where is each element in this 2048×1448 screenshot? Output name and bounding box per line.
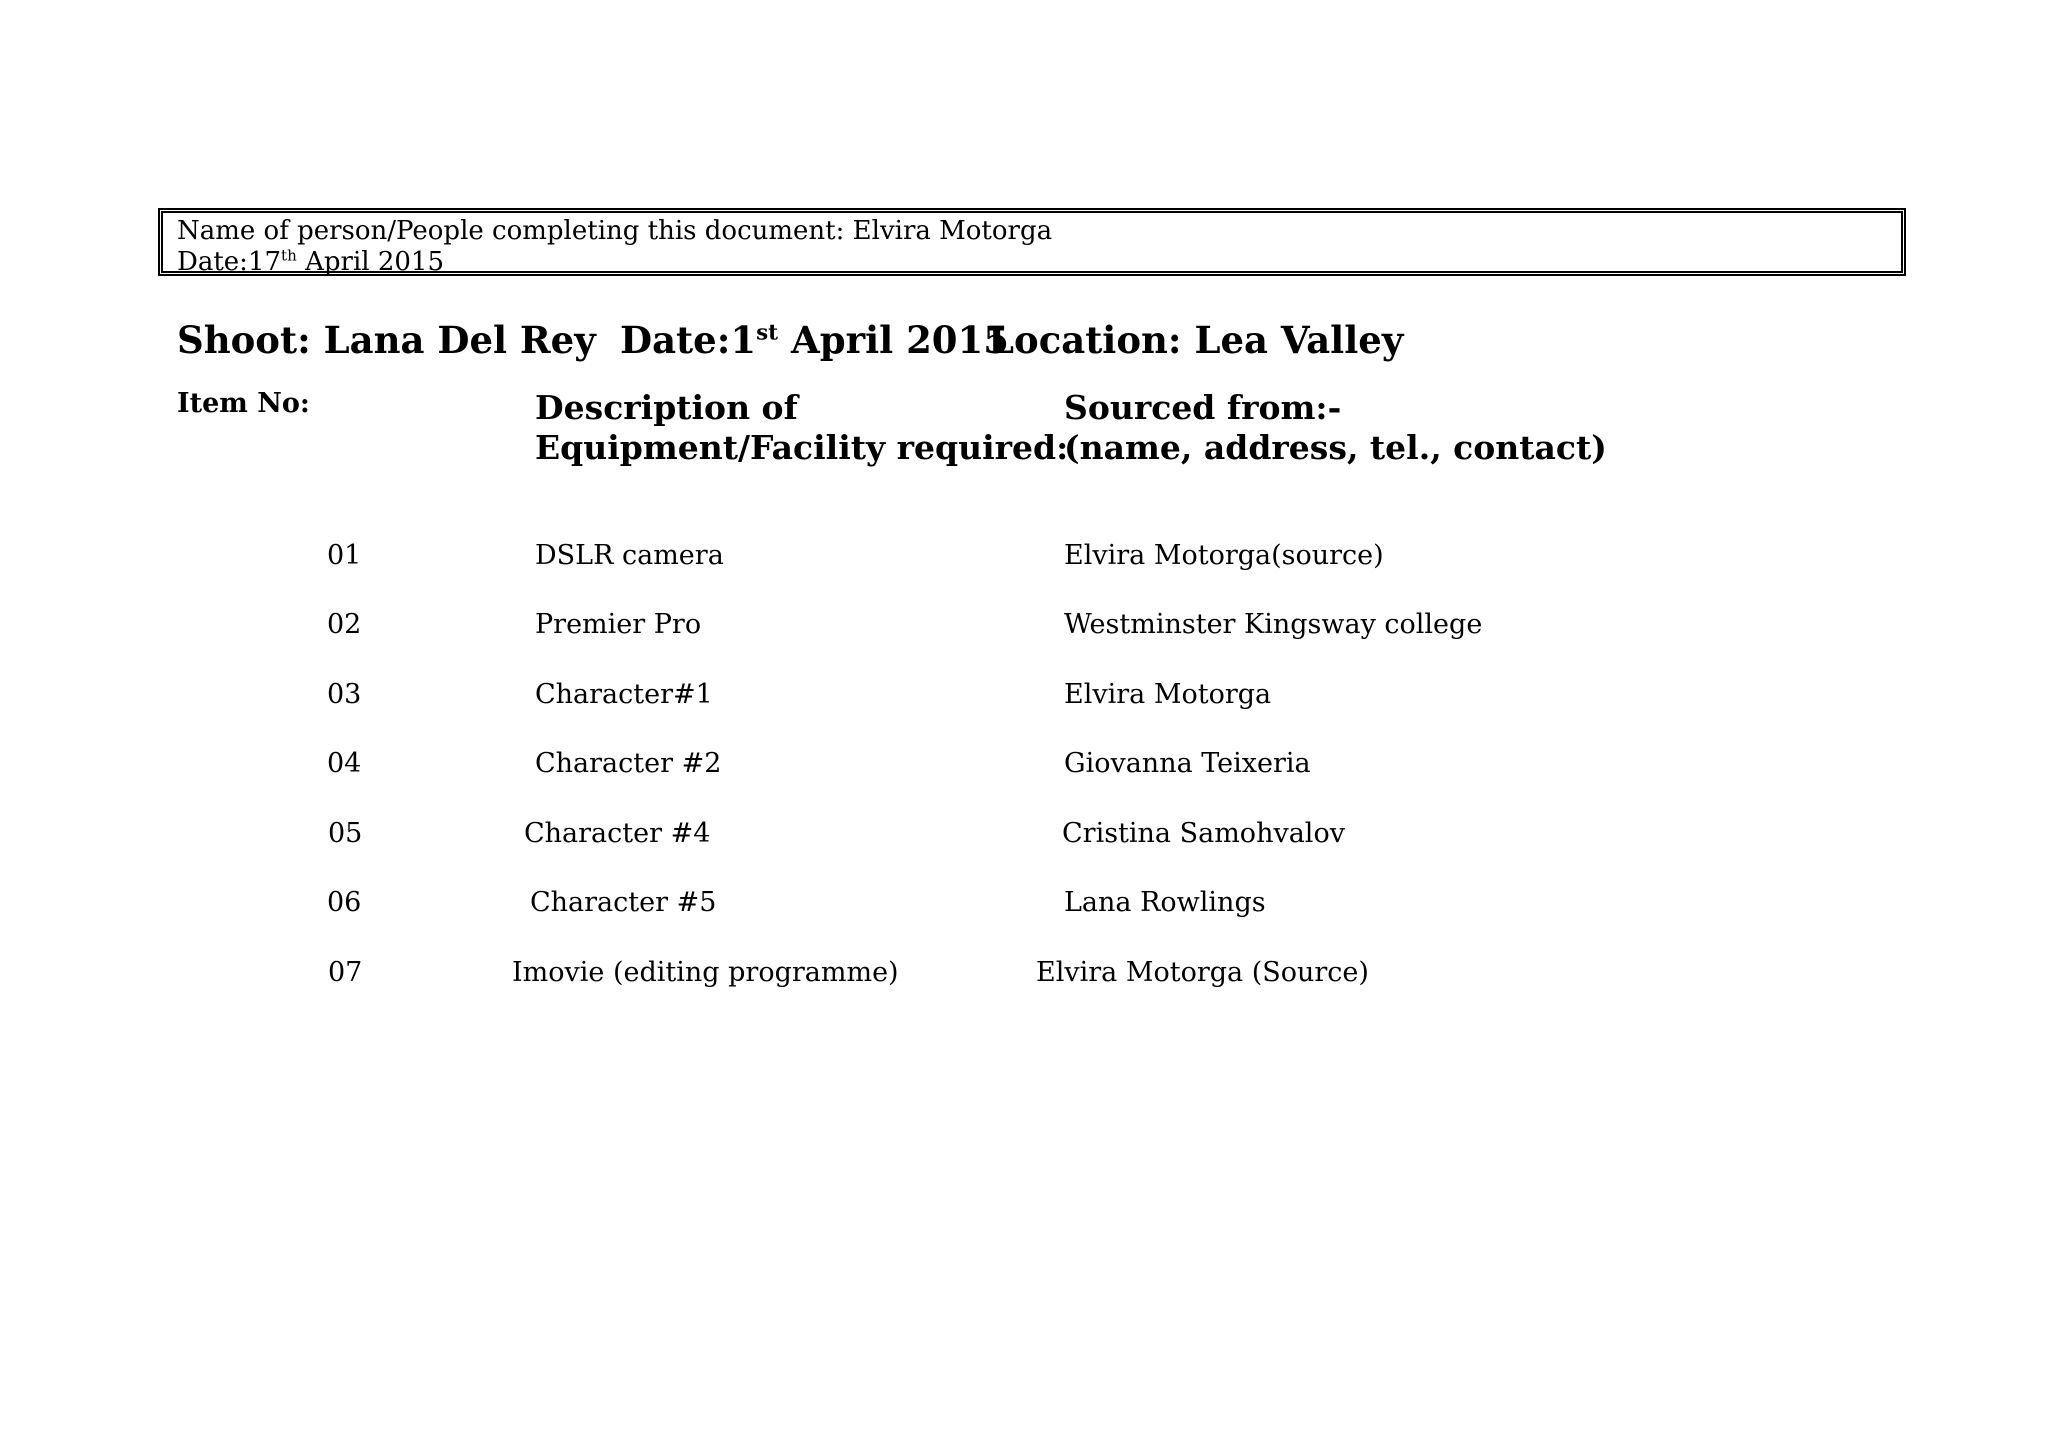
- row-description: Character #5: [530, 887, 717, 918]
- row-source: Elvira Motorga: [1064, 679, 1272, 710]
- shoot-date-day: 1: [730, 318, 757, 362]
- shoot-date: [620, 318, 1009, 362]
- document-info-box: [158, 208, 1906, 276]
- location-value: Lea Valley: [1194, 318, 1404, 362]
- document-date-rest: April 2015: [305, 247, 445, 277]
- document-date-day: 17: [247, 247, 282, 277]
- source-header: [1064, 388, 1607, 468]
- document-date-suffix: th: [281, 246, 297, 265]
- document-date-line: [177, 247, 1887, 278]
- item-no-header: Item No:: [177, 388, 310, 419]
- row-source: Giovanna Teixeria: [1064, 748, 1311, 779]
- shoot-date-rest: April 2015: [791, 318, 1010, 362]
- shoot-date-label: Date:: [620, 318, 731, 362]
- shoot-location: [988, 318, 1403, 362]
- shoot-title: [177, 318, 596, 362]
- description-header-line2: Equipment/Facility required:: [535, 428, 1069, 467]
- row-source: Westminster Kingsway college: [1064, 609, 1483, 640]
- completed-by-line: [177, 216, 1887, 247]
- row-description: Character #4: [524, 818, 711, 849]
- shoot-value: Lana Del Rey: [323, 318, 596, 362]
- shoot-date-suffix: st: [756, 320, 779, 346]
- source-header-line1: Sourced from:-: [1064, 388, 1342, 427]
- row-item-number: 03: [327, 679, 362, 710]
- row-source: Elvira Motorga(source): [1064, 540, 1384, 571]
- row-description: Premier Pro: [535, 609, 702, 640]
- location-label: Location:: [988, 318, 1182, 362]
- completed-by-label: Name of person/People completing this document:: [177, 216, 845, 246]
- row-source: Elvira Motorga (Source): [1036, 957, 1369, 988]
- row-item-number: 05: [328, 818, 363, 849]
- row-item-number: 01: [327, 540, 362, 571]
- row-item-number: 06: [327, 887, 362, 918]
- row-description: Imovie (editing programme): [512, 957, 899, 988]
- row-item-number: 07: [328, 957, 363, 988]
- row-item-number: 02: [327, 609, 362, 640]
- row-source: Cristina Samohvalov: [1062, 818, 1345, 849]
- description-header: [535, 388, 1068, 468]
- completed-by-value: Elvira Motorga: [852, 216, 1053, 246]
- row-description: Character #2: [535, 748, 722, 779]
- row-description: Character#1: [535, 679, 713, 710]
- description-header-line1: Description of: [535, 388, 798, 427]
- document-date-label: Date:: [177, 247, 248, 277]
- shoot-label: Shoot:: [177, 318, 311, 362]
- source-header-line2: (name, address, tel., contact): [1064, 428, 1607, 467]
- row-description: DSLR camera: [535, 540, 724, 571]
- row-item-number: 04: [327, 748, 362, 779]
- row-source: Lana Rowlings: [1064, 887, 1266, 918]
